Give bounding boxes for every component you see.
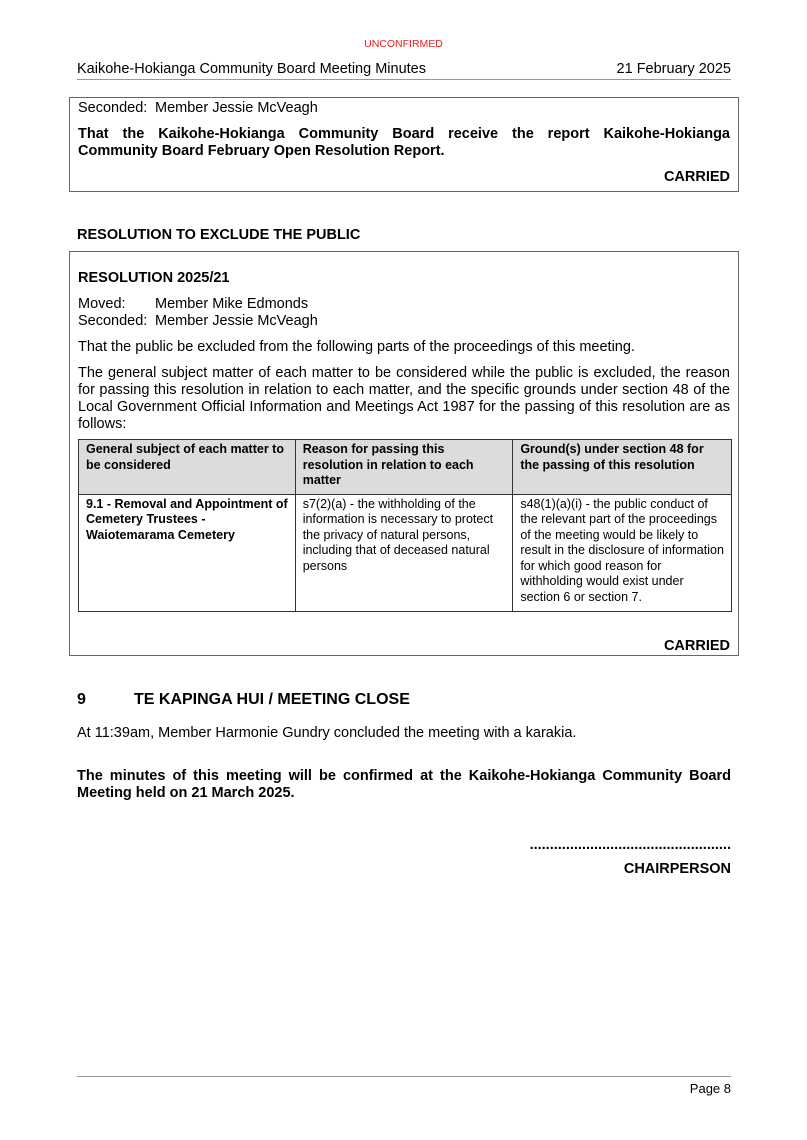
table-row (79, 494, 732, 611)
grounds-paragraph: The general subject matter of each matter to be considered while the public is excluded, the reason for passing this resolution in relation to each matter, and the specific grounds under section 48 of the Local Government Official Information and Meetings Act 1987 for the passing of this resolution are as follows: (78, 365, 730, 432)
carried-label: CARRIED (663, 169, 730, 185)
table-header-cell: General subject of each matter to be considered (79, 440, 296, 495)
footer-divider (77, 1076, 731, 1077)
table-header-row (79, 440, 732, 495)
table-header-cell: Reason for passing this resolution in relation to each matter (295, 440, 513, 495)
exclude-public-heading: RESOLUTION TO EXCLUDE THE PUBLIC (77, 227, 361, 243)
section-title: TE KAPINGA HUI / MEETING CLOSE (134, 691, 410, 708)
table-cell-grounds: s48(1)(a)(i) - the public conduct of the relevant part of the proceedings of the meeting would be likely to result in the disclosure of information for which good reason for withholding would exist under section 6 or section 7. (513, 494, 732, 611)
resolution-text: That the Kaikohe-Hokianga Community Board receive the report Kaikohe-Hokianga Community Board February Open Resolution Report. (78, 126, 730, 159)
meeting-close-text: At 11:39am, Member Harmonie Gundry concluded the meeting with a karakia. (77, 725, 577, 741)
minutes-confirmation-note: The minutes of this meeting will be confirmed at the Kaikohe-Hokianga Community Board Meeting held on 21 March 2025. (77, 768, 731, 801)
exclusion-paragraph: That the public be excluded from the following parts of the proceedings of this meeting. (78, 339, 635, 355)
exclusion-table (78, 439, 732, 612)
resolution-box-open-report (69, 97, 739, 192)
seconded-label: Seconded: (78, 313, 148, 329)
document-title: Kaikohe-Hokianga Community Board Meeting Minutes (77, 61, 426, 77)
carried-label: CARRIED (663, 638, 730, 654)
table-header-cell: Ground(s) under section 48 for the passing of this resolution (513, 440, 732, 495)
seconded-line (78, 313, 730, 330)
resolution-number: RESOLUTION 2025/21 (78, 270, 230, 286)
table-cell-subject: 9.1 - Removal and Appointment of Cemetery Trustees - Waiotemarama Cemetery (79, 494, 296, 611)
seconded-value: Member Jessie McVeagh (155, 100, 318, 116)
seconded-value: Member Jessie McVeagh (155, 313, 318, 329)
resolution-box-exclude-public (69, 251, 739, 656)
signature-line: .................................................. (529, 837, 731, 853)
moved-label: Moved: (78, 296, 126, 312)
document-date: 21 February 2025 (616, 61, 731, 77)
unconfirmed-label: UNCONFIRMED (364, 38, 443, 50)
table-cell-reason: s7(2)(a) - the withholding of the information is necessary to protect the privacy of natural persons, including that of deceased natural persons (295, 494, 513, 611)
chairperson-label: CHAIRPERSON (623, 861, 731, 877)
moved-value: Member Mike Edmonds (155, 296, 309, 312)
header-divider (77, 79, 731, 80)
moved-line (78, 296, 730, 313)
page-number: Page 8 (689, 1081, 731, 1096)
section-number: 9 (77, 691, 86, 708)
seconded-label: Seconded: (78, 100, 148, 116)
seconded-line (78, 100, 730, 117)
